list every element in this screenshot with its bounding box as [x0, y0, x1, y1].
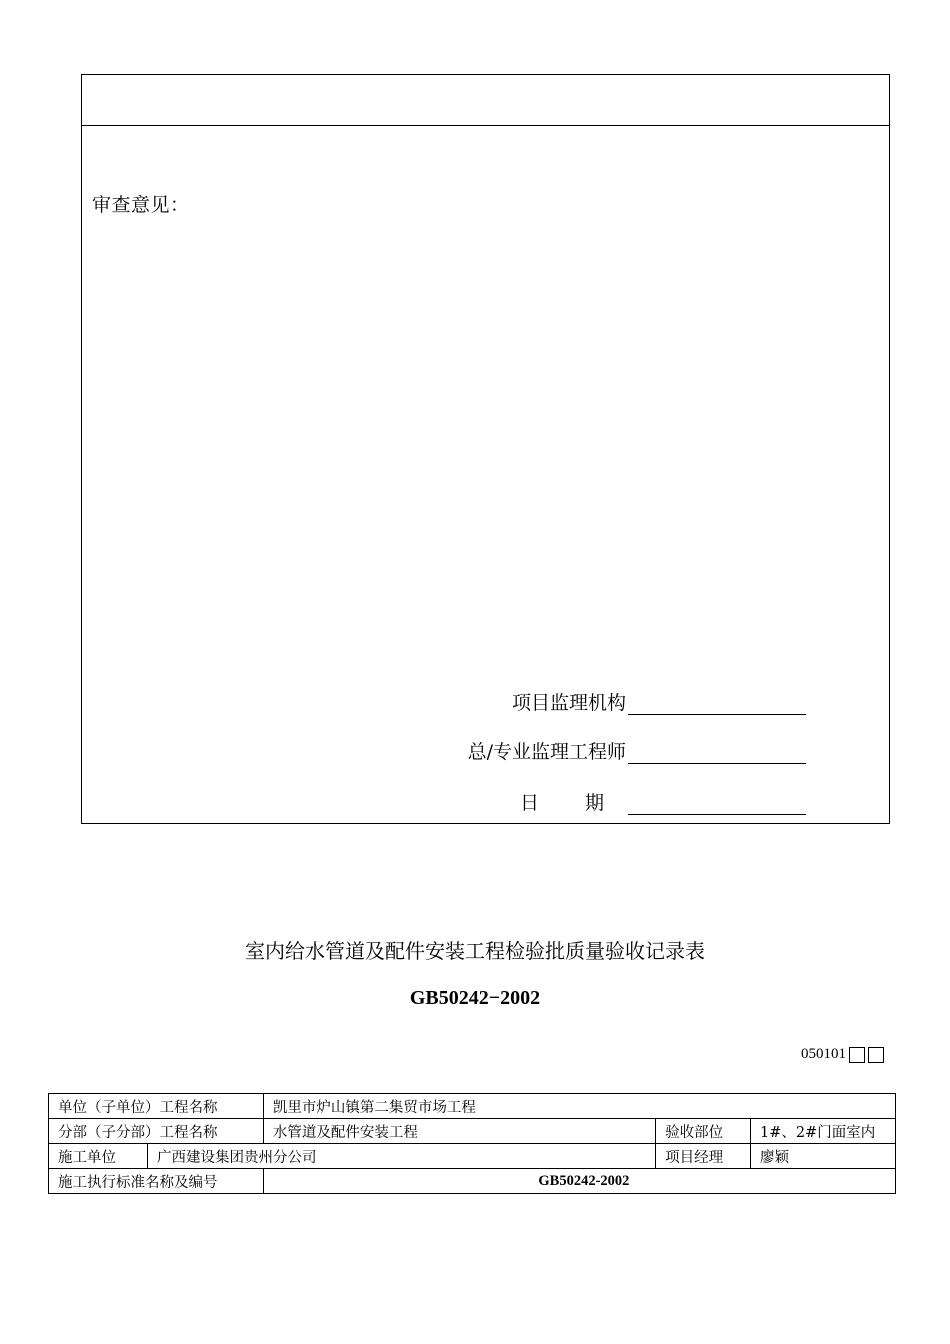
- manager-value: 廖颖: [751, 1144, 896, 1169]
- review-box: [81, 125, 890, 824]
- date-label-char2: 期: [584, 792, 604, 814]
- number-box-1[interactable]: [849, 1047, 865, 1063]
- signature-date: [520, 788, 806, 815]
- supervision-org-signature-line: [628, 694, 806, 715]
- unit-project-label: 单位（子单位）工程名称: [49, 1094, 264, 1119]
- engineer-label: 总/专业监理工程师: [467, 741, 626, 763]
- form-title: 室内给水管道及配件安装工程检验批质量验收记录表: [245, 939, 705, 963]
- sub-project-value: 水管道及配件安装工程: [263, 1119, 655, 1144]
- table-row: [49, 1144, 896, 1169]
- engineer-signature-line: [628, 743, 806, 764]
- table-row: [49, 1094, 896, 1119]
- review-opinion-label: 审查意见：: [92, 194, 190, 216]
- contractor-label: 施工单位: [49, 1144, 148, 1169]
- form-standard-code: GB50242−2002: [409, 987, 541, 1009]
- top-blank-row: [81, 74, 890, 126]
- document-number-text: 050101: [801, 1046, 846, 1062]
- date-label-char1: 日: [519, 792, 539, 814]
- table-row: [49, 1119, 896, 1144]
- table-row: [49, 1169, 896, 1194]
- signature-supervision-org: [512, 688, 806, 715]
- standard-value: GB50242-2002: [263, 1169, 895, 1194]
- project-info-table: [48, 1093, 896, 1194]
- acceptance-part-label: 验收部位: [656, 1119, 751, 1144]
- date-signature-line: [628, 794, 806, 815]
- document-number: [801, 1046, 884, 1063]
- signature-engineer: [468, 737, 806, 764]
- contractor-value: 广西建设集团贵州分公司: [147, 1144, 655, 1169]
- standard-label: 施工执行标准名称及编号: [49, 1169, 264, 1194]
- unit-project-value: 凯里市炉山镇第二集贸市场工程: [263, 1094, 895, 1119]
- acceptance-part-value: 1#、2#门面室内: [751, 1119, 896, 1144]
- sub-project-label: 分部（子分部）工程名称: [49, 1119, 264, 1144]
- manager-label: 项目经理: [656, 1144, 751, 1169]
- supervision-org-label: 项目监理机构: [511, 692, 626, 714]
- number-box-2[interactable]: [868, 1047, 884, 1063]
